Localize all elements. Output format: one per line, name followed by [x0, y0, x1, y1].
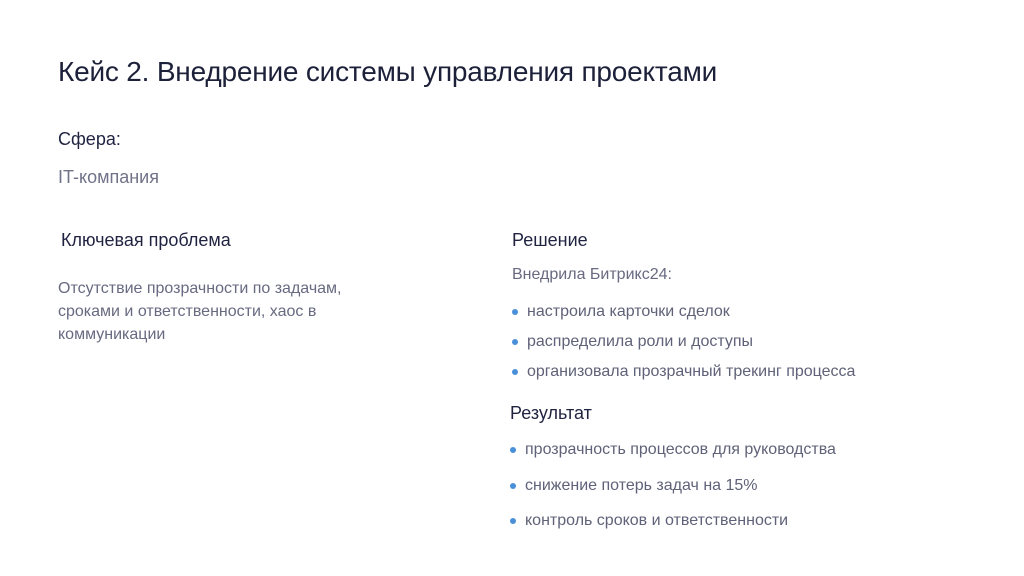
solution-list-item — [512, 303, 730, 321]
bullet-dot-icon — [512, 369, 518, 375]
result-list-item — [510, 477, 758, 495]
result-list-item — [510, 441, 836, 459]
solution-intro: Внедрила Битрикс24: — [512, 266, 672, 283]
bullet-dot-icon — [510, 518, 516, 524]
solution-list-item — [512, 333, 753, 351]
solution-item-label: распределила роли и доступы — [527, 333, 754, 350]
sphere-value: IT-компания — [58, 167, 159, 187]
solution-item-label: организовала прозрачный трекинг процесса — [527, 363, 856, 380]
solution-list-item — [512, 363, 855, 381]
problem-text: Отсутствие прозрачности по задачам, сроками и ответственности, хаос в коммуникации — [58, 280, 342, 343]
result-item-label: снижение потерь задач на 15% — [525, 477, 758, 494]
result-item-label: контроль сроков и ответственности — [525, 512, 789, 529]
bullet-dot-icon — [510, 447, 516, 453]
result-list-item — [510, 512, 788, 530]
solution-heading: Решение — [512, 230, 588, 250]
sphere-label: Сфера: — [58, 129, 121, 149]
solution-item-label: настроила карточки сделок — [527, 303, 730, 320]
result-item-label: прозрачность процессов для руководства — [525, 441, 836, 458]
result-heading: Результат — [510, 403, 592, 423]
page-title: Кейс 2. Внедрение системы управления проектами — [58, 56, 718, 87]
problem-heading: Ключевая проблема — [61, 230, 231, 250]
bullet-dot-icon — [512, 339, 518, 345]
bullet-dot-icon — [512, 309, 518, 315]
bullet-dot-icon — [510, 483, 516, 489]
